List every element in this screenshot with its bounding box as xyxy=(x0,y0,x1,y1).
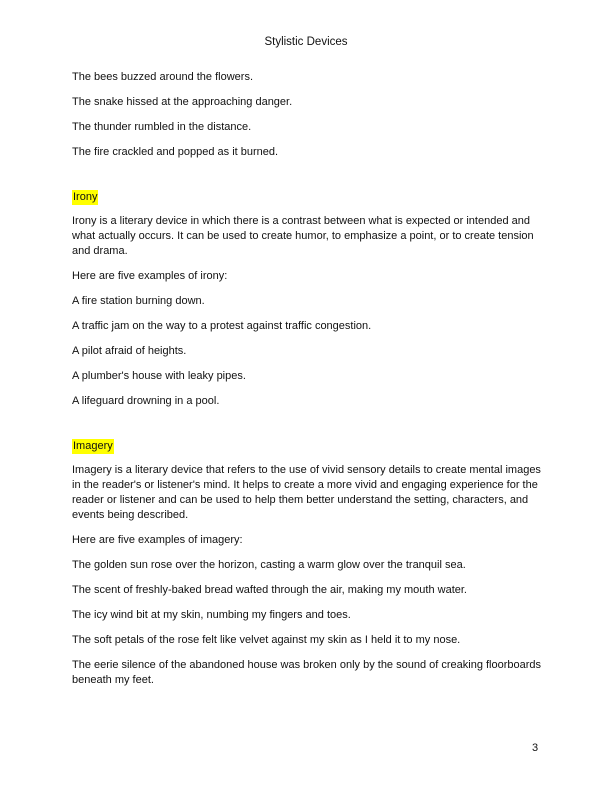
imagery-example: The soft petals of the rose felt like velvet against my skin as I held it to my nose. xyxy=(72,634,461,646)
irony-section-heading xyxy=(72,190,542,205)
page-title: Stylistic Devices xyxy=(264,36,348,48)
irony-heading: Irony xyxy=(73,191,98,203)
irony-example: A traffic jam on the way to a protest against traffic congestion. xyxy=(72,320,372,332)
page-number: 3 xyxy=(532,742,539,754)
example-line: The snake hissed at the approaching danger. xyxy=(72,96,293,108)
example-line: The bees buzzed around the flowers. xyxy=(72,71,254,83)
section-spacer xyxy=(72,419,542,439)
irony-examples-intro: Here are five examples of irony: xyxy=(72,270,228,282)
imagery-heading: Imagery xyxy=(73,440,113,452)
irony-example: A plumber's house with leaky pipes. xyxy=(72,370,246,382)
irony-example: A fire station burning down. xyxy=(72,295,205,307)
imagery-example: The icy wind bit at my skin, numbing my fingers and toes. xyxy=(72,609,351,621)
imagery-examples-intro: Here are five examples of imagery: xyxy=(72,534,243,546)
imagery-example: The scent of freshly-baked bread wafted through the air, making my mouth water. xyxy=(72,584,467,596)
imagery-section-heading xyxy=(72,439,542,454)
section-spacer xyxy=(72,170,542,190)
irony-definition: Irony is a literary device in which there is a contrast between what is expected or intended and what actually occurs. It can be used to create humor, to emphasize a point, or to create tension and drama. xyxy=(72,215,534,257)
irony-example: A lifeguard drowning in a pool. xyxy=(72,395,220,407)
imagery-definition: Imagery is a literary device that refers to the use of vivid sensory details to create mental images in the reader's or listener's mind. It helps to create a more vivid and engaging experience for the reader or listener and can be used to help them better understand the setting, characters, and events being described. xyxy=(72,464,541,521)
imagery-example: The eerie silence of the abandoned house was broken only by the sound of creaking floorboards beneath my feet. xyxy=(72,659,542,686)
irony-example: A pilot afraid of heights. xyxy=(72,345,187,357)
example-line: The fire crackled and popped as it burned. xyxy=(72,146,279,158)
imagery-example: The golden sun rose over the horizon, casting a warm glow over the tranquil sea. xyxy=(72,559,466,571)
document-body xyxy=(72,70,542,698)
example-line: The thunder rumbled in the distance. xyxy=(72,121,252,133)
